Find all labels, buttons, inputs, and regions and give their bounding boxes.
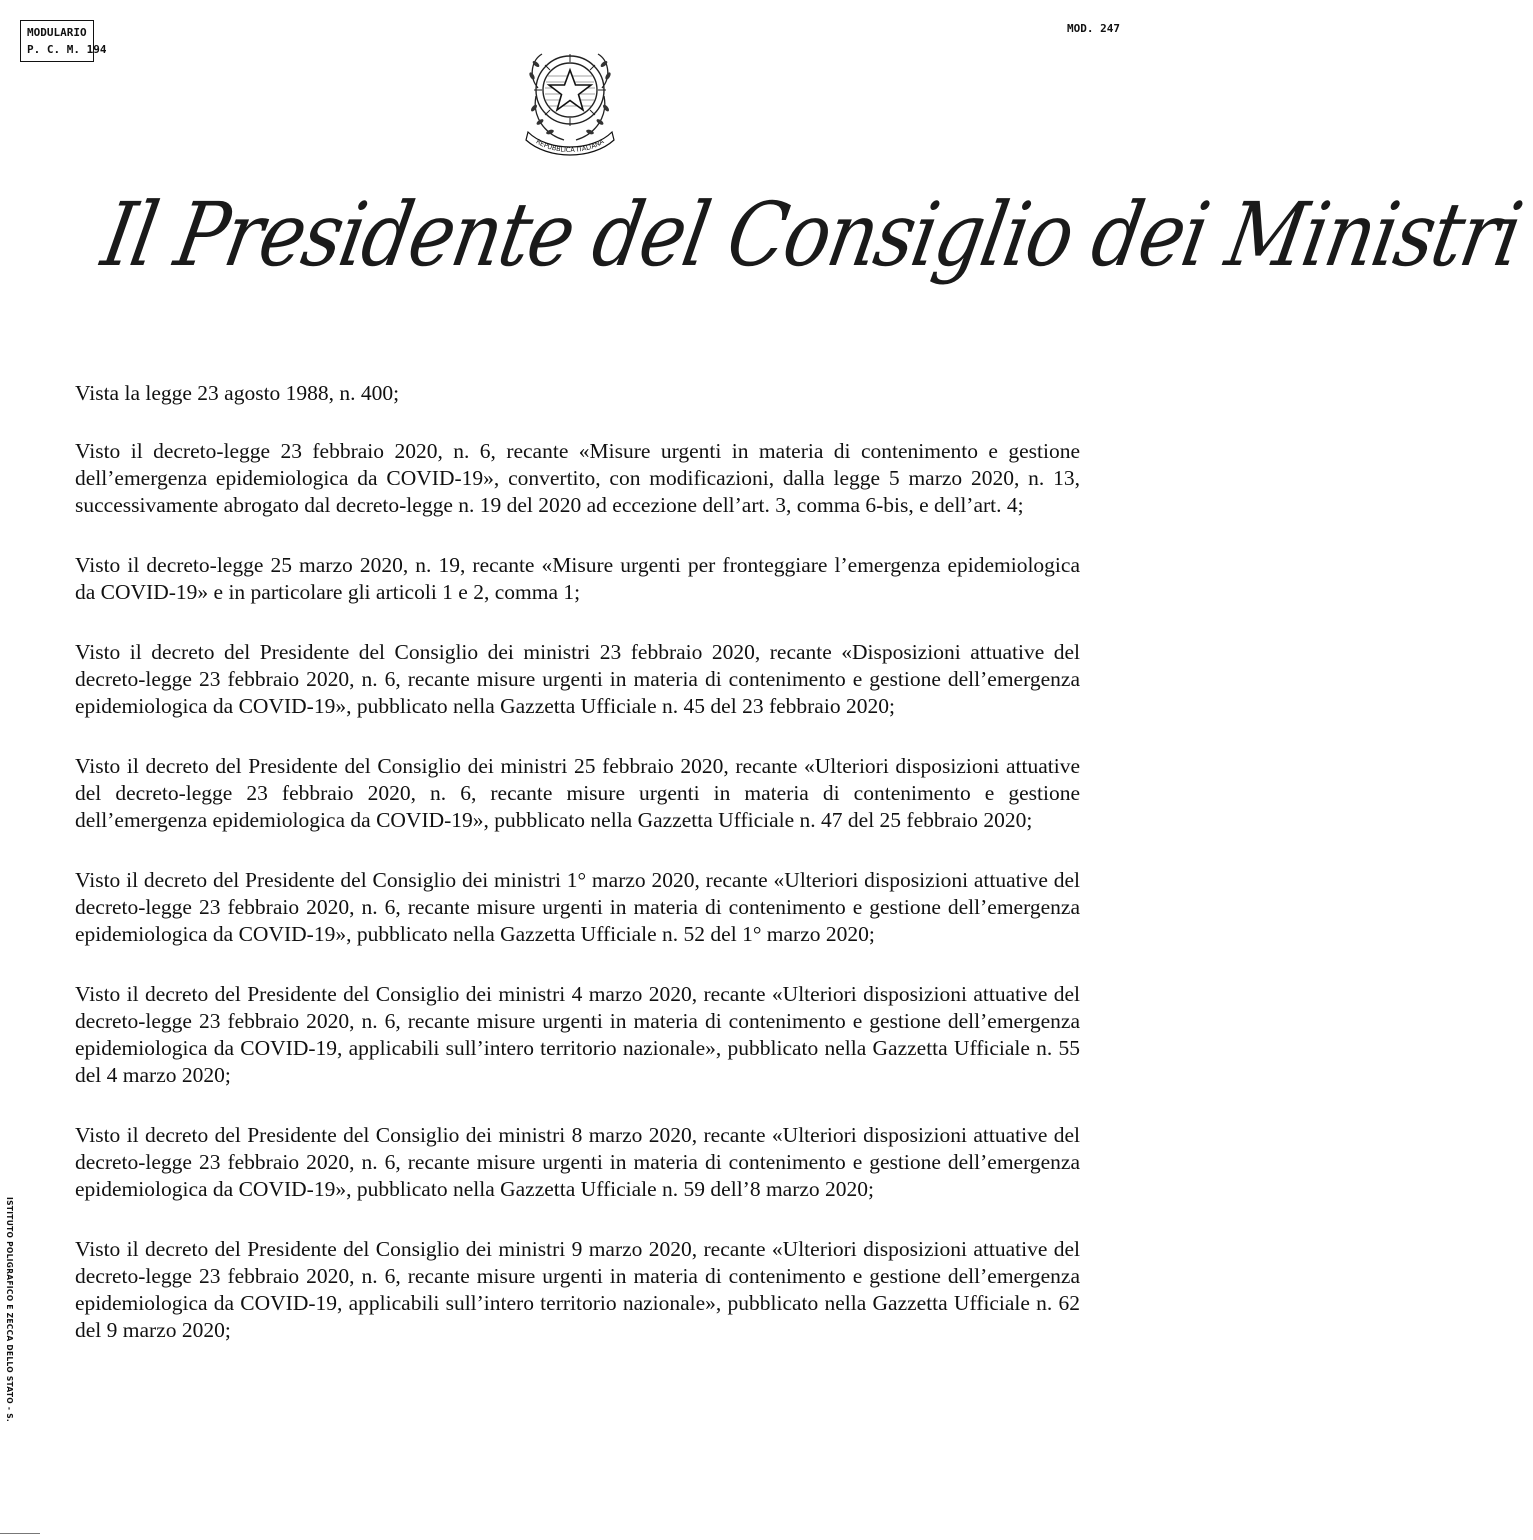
italian-republic-emblem-icon [514, 36, 626, 162]
stamp-line-1: MODULARIO [27, 26, 87, 39]
paragraph-1: Vista la legge 23 agosto 1988, n. 400; [75, 381, 400, 405]
paragraph-6: Visto il decreto del Presidente del Consiglio dei ministri 1° marzo 2020, recante «Ulteriori disposizioni attuative del decreto-legge 23 febbraio 2020, n. 6, recante misure urgenti in materia di contenimento e gestione dell’emergenza epidemiologica da COVID-19», pubblicato nella Gazzetta Ufficiale n. 52 del 1° marzo 2020; [75, 868, 1080, 946]
masthead-calligraphy: Il Presidente del Consiglio dei Ministri [94, 183, 1529, 286]
bottom-rule [0, 1533, 40, 1534]
document-body [75, 380, 1080, 1377]
paragraph-7: Visto il decreto del Presidente del Consiglio dei ministri 4 marzo 2020, recante «Ulteriori disposizioni attuative del decreto-legge 23 febbraio 2020, n. 6, recante misure urgenti in materia di contenimento e gestione dell’emergenza epidemiologica da COVID-19, applicabili sull’intero territorio nazionale», pubblicato nella Gazzetta Ufficiale n. 55 del 4 marzo 2020; [75, 982, 1080, 1087]
paragraph-2: Visto il decreto-legge 23 febbraio 2020, n. 6, recante «Misure urgenti in materia di contenimento e gestione dell’emergenza epidemiologica da COVID-19», convertito, con modificazioni, dalla legge 5 marzo 2020, n. 13, successivamente abrogato dal decreto-legge n. 19 del 2020 ad eccezione dell’art. 3, comma 6-bis, e dell’art. 4; [75, 439, 1080, 517]
paragraph-5: Visto il decreto del Presidente del Consiglio dei ministri 25 febbraio 2020, recante «Ulteriori disposizioni attuative del decreto-legge 23 febbraio 2020, n. 6, recante misure urgenti in materia di contenimento e gestione dell’emergenza epidemiologica da COVID-19», pubblicato nella Gazzetta Ufficiale n. 47 del 25 febbraio 2020; [75, 754, 1080, 832]
paragraph-9: Visto il decreto del Presidente del Consiglio dei ministri 9 marzo 2020, recante «Ulteriori disposizioni attuative del decreto-legge 23 febbraio 2020, n. 6, recante misure urgenti in materia di contenimento e gestione dell’emergenza epidemiologica da COVID-19, applicabili sull’intero territorio nazionale», pubblicato nella Gazzetta Ufficiale n. 62 del 9 marzo 2020; [75, 1237, 1080, 1342]
paragraph-8: Visto il decreto del Presidente del Consiglio dei ministri 8 marzo 2020, recante «Ulteriori disposizioni attuative del decreto-legge 23 febbraio 2020, n. 6, recante misure urgenti in materia di contenimento e gestione dell’emergenza epidemiologica da COVID-19», pubblicato nella Gazzetta Ufficiale n. 59 dell’8 marzo 2020; [75, 1123, 1080, 1201]
printer-margin-text: ISTITUTO POLIGRAFICO E ZECCA DELLO STATO - S. [5, 1197, 14, 1423]
printer-margin-note [0, 1197, 14, 1437]
stamp-line-2: P. C. M. 194 [27, 43, 107, 56]
mod-number: MOD. 247 [1067, 22, 1120, 35]
paragraph-4: Visto il decreto del Presidente del Consiglio dei ministri 23 febbraio 2020, recante «Disposizioni attuative del decreto-legge 23 febbraio 2020, n. 6, recante misure urgenti in materia di contenimento e gestione dell’emergenza epidemiologica da COVID-19», pubblicato nella Gazzetta Ufficiale n. 45 del 23 febbraio 2020; [75, 640, 1080, 718]
masthead [0, 160, 1529, 310]
emblem-ribbon-text: REPUBBLICA ITALIANA [534, 137, 606, 155]
modulario-stamp [20, 20, 107, 62]
paragraph-3: Visto il decreto-legge 25 marzo 2020, n. 19, recante «Misure urgenti per fronteggiare l’emergenza epidemiologica da COVID-19» e in particolare gli articoli 1 e 2, comma 1; [75, 553, 1080, 604]
